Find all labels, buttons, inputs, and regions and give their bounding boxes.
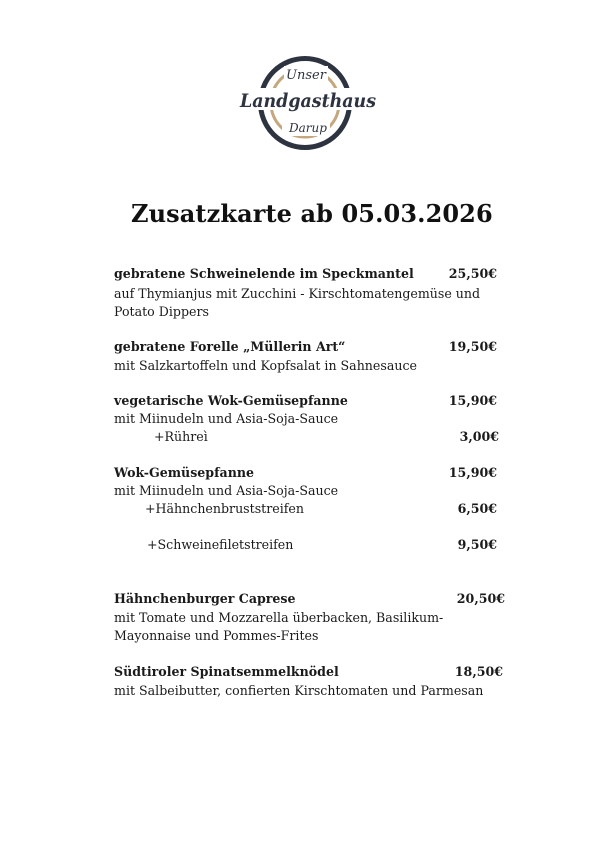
menu-item-description: auf Thymianjus mit Zucchini - Kirschtomatengemüse und bbox=[114, 286, 481, 301]
menu-item-description: mit Miinudeln und Asia-Soja-Sauce bbox=[114, 411, 339, 426]
menu-item-extra-name: +Schweinefiletstreifen bbox=[147, 537, 294, 552]
menu-item-price: 25,50€ bbox=[448, 266, 497, 281]
menu-item-description: Mayonnaise und Pommes-Frites bbox=[114, 628, 319, 643]
menu-item-price: 15,90€ bbox=[448, 465, 497, 480]
menu-item-extra-name: +Rühreì bbox=[154, 429, 208, 444]
menu-item-price: 19,50€ bbox=[448, 339, 497, 354]
menu-item-price: 18,50€ bbox=[454, 664, 503, 679]
restaurant-logo bbox=[236, 52, 384, 156]
menu-item-description: mit Salzkartoffeln und Kopfsalat in Sahnesauce bbox=[114, 358, 417, 373]
menu-item-name: gebratene Schweinelende im Speckmantel bbox=[114, 266, 414, 281]
menu-item-price: 20,50€ bbox=[456, 591, 505, 606]
menu-item-description: mit Miinudeln und Asia-Soja-Sauce bbox=[114, 483, 339, 498]
menu-item-extra-name: +Hähnchenbruststreifen bbox=[145, 501, 304, 516]
menu-item-description: mit Salbeibutter, confierten Kirschtomaten und Parmesan bbox=[114, 683, 484, 698]
menu-item-name: Südtiroler Spinatsemmelknödel bbox=[114, 664, 339, 679]
menu-item-extra-price: 6,50€ bbox=[457, 501, 497, 516]
logo-graphic bbox=[236, 52, 384, 156]
logo-bottom-word: Darup bbox=[289, 121, 327, 135]
menu-item-extra-price: 9,50€ bbox=[457, 537, 497, 552]
menu-item-name: Hähnchenburger Caprese bbox=[114, 591, 296, 606]
menu-item-description: mit Tomate und Mozzarella überbacken, Basilikum- bbox=[114, 610, 444, 625]
menu-item-name: vegetarische Wok-Gemüsepfanne bbox=[114, 393, 348, 408]
menu-item-price: 15,90€ bbox=[448, 393, 497, 408]
menu-item-description: Potato Dippers bbox=[114, 304, 209, 319]
page-title: Zusatzkarte ab 05.03.2026 bbox=[131, 199, 493, 228]
menu-item-name: gebratene Forelle „Müllerin Art“ bbox=[114, 339, 346, 354]
logo-main-word: Landgasthaus bbox=[239, 90, 377, 112]
menu-item-extra-price: 3,00€ bbox=[459, 429, 499, 444]
logo-top-word: Unser bbox=[286, 68, 326, 83]
menu-item-name: Wok-Gemüsepfanne bbox=[114, 465, 255, 480]
